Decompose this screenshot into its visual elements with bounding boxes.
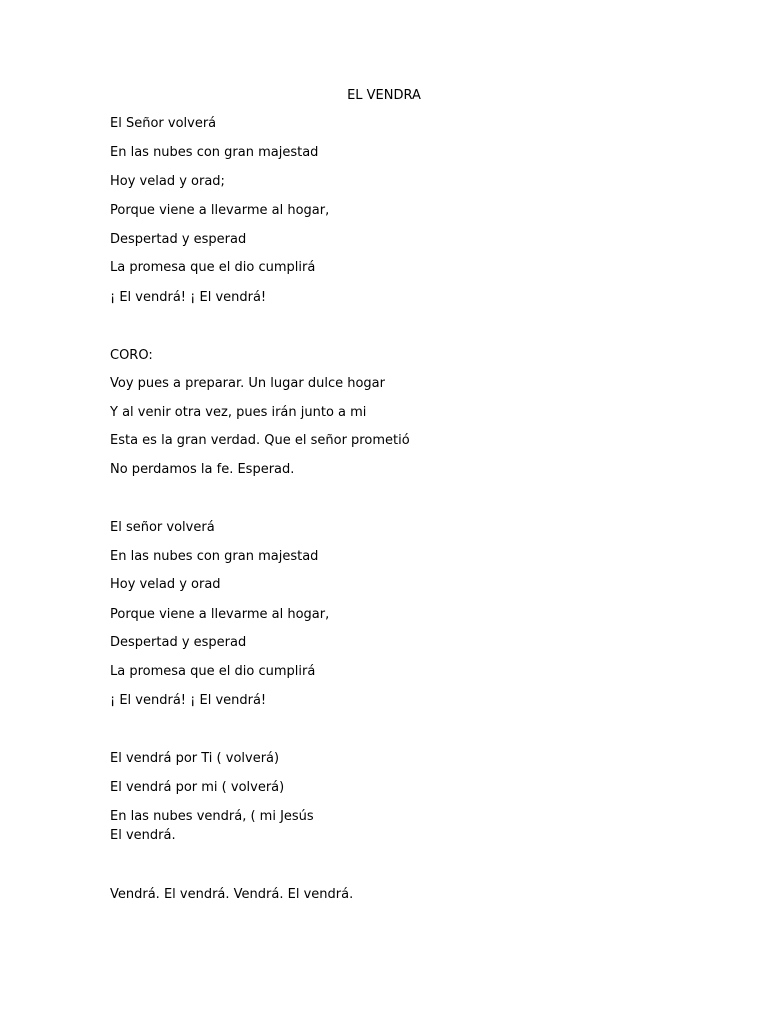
text-line: El vendrá por mi ( volverá) — [110, 780, 285, 795]
text-line: El vendrá. — [110, 828, 176, 843]
text-line: Voy pues a preparar. Un lugar dulce hogar — [110, 376, 385, 391]
text-line: Esta es la gran verdad. Que el señor prometió — [110, 433, 410, 448]
text-line: La promesa que el dio cumplirá — [110, 260, 316, 275]
text-line: El Señor volverá — [110, 116, 217, 131]
text-line: Y al venir otra vez, pues irán junto a mi — [110, 405, 367, 420]
text-line: En las nubes con gran majestad — [110, 145, 319, 160]
text-line: El vendrá por Ti ( volverá) — [110, 751, 280, 766]
text-line: La promesa que el dio cumplirá — [110, 664, 316, 679]
text-line: Despertad y esperad — [110, 635, 247, 650]
text-line: Hoy velad y orad; — [110, 174, 225, 189]
text-line: ¡ El vendrá! ¡ El vendrá! — [110, 290, 267, 305]
text-line: En las nubes con gran majestad — [110, 549, 319, 564]
text-line: Despertad y esperad — [110, 232, 247, 247]
text-line: En las nubes vendrá, ( mi Jesús — [110, 809, 314, 824]
document-title: EL VENDRA — [347, 88, 421, 103]
text-line: Porque viene a llevarme al hogar, — [110, 203, 330, 218]
text-line: Hoy velad y orad — [110, 577, 221, 592]
text-line: Porque viene a llevarme al hogar, — [110, 607, 330, 622]
text-line: El señor volverá — [110, 520, 215, 535]
chorus-heading: CORO: — [110, 348, 153, 363]
text-line: ¡ El vendrá! ¡ El vendrá! — [110, 693, 267, 708]
text-line: No perdamos la fe. Esperad. — [110, 462, 295, 477]
text-line: Vendrá. El vendrá. Vendrá. El vendrá. — [110, 887, 354, 902]
